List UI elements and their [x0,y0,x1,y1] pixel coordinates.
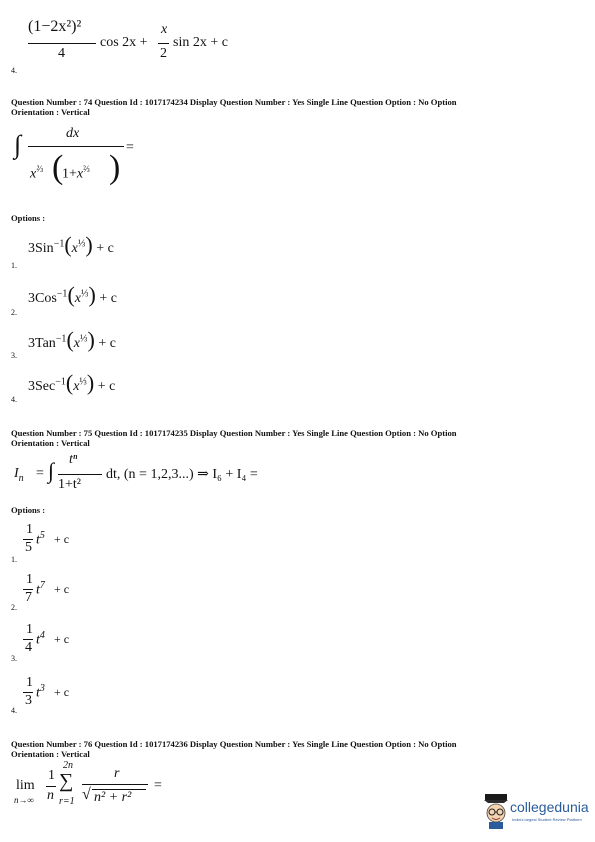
fraction-numerator: 1 [26,572,33,587]
lhs-symbol [14,466,24,484]
option-number: 2. [11,308,17,317]
sigma-bottom: r=1 [59,796,75,807]
question-meta: Question Number : 76 Question Id : 1017174236 Display Question Number : Yes Single Line Question Option : No Option [11,739,457,749]
top-numerator: (1−2x²)² [28,18,82,35]
function-name: Tan [35,336,56,351]
coefficient: 3 [28,241,35,256]
coefficient: 3 [28,379,35,394]
q75-option-4 [22,675,102,709]
question-header-74 [11,97,457,117]
q74-integral [14,126,154,196]
function-name: Cos [35,291,57,306]
orientation-label: Orientation : Vertical [11,107,90,117]
one-plus-x: $1+x^{\frac{2}{3}}$ [62,164,90,182]
open-paren: ( [52,149,64,186]
option-number: 4. [11,706,17,715]
close-paren: ) [109,149,121,186]
integral-sign: ∫ [48,458,55,483]
option-number: 3. [11,654,17,663]
exponent: 5 [39,530,45,541]
r-numerator: r [114,766,120,781]
close-paren: ) [86,370,95,395]
q76-limit-expression [14,760,184,812]
variable-t: $t^3$ [36,683,45,701]
open-paren: ( [67,282,75,307]
fraction-denominator: 1+t² [58,477,81,492]
sigma-top: 2n [63,760,73,771]
constant: + c [99,291,117,306]
option-number: 1. [11,555,17,564]
lhs-letter: I [14,466,19,481]
close-paren: ) [88,282,96,307]
top-frac-num: x [161,22,168,37]
close-paren: ) [85,232,93,257]
constant: + c [54,685,70,699]
fraction-bar [158,43,169,44]
q74-option-2: $3Cos^{-1}(x^{\frac{1}{3}}) + c$ [28,282,117,307]
sqrt-body: n² + r² [94,790,132,805]
orientation-label: Orientation : Vertical [11,749,90,759]
fraction-numerator: tⁿ [69,452,78,467]
fraction-denominator: 3 [25,693,32,708]
question-header-76 [11,739,457,759]
close-paren: ) [87,327,95,352]
top-option-expression [28,18,268,68]
option-number: 1. [11,261,17,270]
n-denominator: n [47,788,54,803]
variable-t: $t^7$ [36,580,45,598]
fraction-denominator: 4 [25,640,32,655]
top-denominator: 4 [58,46,65,61]
q75-option-2 [22,572,102,606]
lhs-subscript: n [18,472,24,484]
sigma-sign: ∑ [59,770,74,792]
logo-tagline: India's largest Student Review Platform [512,817,582,822]
options-label: Options : [11,505,46,515]
question-header-75 [11,428,457,448]
option-number: 4. [11,66,17,75]
exponent: 3 [39,683,45,694]
one: 1 [48,768,55,783]
integrand-numerator: dx [66,126,80,141]
top-term2: sin 2x + c [173,35,228,50]
equals-sign: = [126,140,134,155]
equals-sign: = [154,778,162,793]
top-term1: cos 2x + [100,35,148,50]
expression-rest: dt, (n = 1,2,3...) ⇒ I₆ + I₄ = [106,467,258,482]
question-meta: Question Number : 75 Question Id : 1017174235 Display Question Number : Yes Single Line Question Option : No Option [11,428,457,438]
fraction-bar [46,786,56,787]
q74-option-3: $3Tan^{-1}(x^{\frac{1}{3}}) + c$ [28,327,116,352]
open-paren: ( [64,232,72,257]
constant: + c [98,336,116,351]
fraction-denominator: 5 [25,540,32,555]
q75-option-1 [22,522,102,556]
constant: + c [97,379,116,394]
open-paren: ( [66,327,74,352]
orientation-label: Orientation : Vertical [11,438,90,448]
variable-t: $t^4$ [36,630,45,648]
fraction-numerator: 1 [26,622,33,637]
q74-option-4: $3Sec^{-1}(x^{\frac{1}{3}}) + c$ [28,370,116,395]
option-number: 2. [11,603,17,612]
option-number: 4. [11,395,17,404]
top-frac-den: 2 [160,46,167,61]
fraction-bar [82,784,148,785]
q75-expression [14,452,314,498]
option-number: 3. [11,351,17,360]
exponent: 7 [39,580,45,591]
mascot-icon [482,793,510,829]
q74-option-1: $3Sin^{-1}(x^{\frac{1}{3}}) + c$ [28,232,114,257]
fraction-numerator: 1 [26,675,33,690]
constant: + c [96,241,114,256]
constant: + c [54,632,70,646]
open-paren: ( [65,370,74,395]
x-base: $x^{\frac{2}{3}}$ [30,164,43,182]
question-meta: Question Number : 74 Question Id : 1017174234 Display Question Number : Yes Single Line Question Option : No Option [11,97,457,107]
fraction-numerator: 1 [26,522,33,537]
fraction-bar [28,43,96,44]
function-name: Sec [35,379,56,394]
coefficient: 3 [28,291,35,306]
variable-t: $t^5$ [36,530,45,548]
constant: + c [54,532,70,546]
logo-brand: collegedunia [510,799,589,815]
fraction-denominator: 7 [25,590,32,605]
options-label: Options : [11,213,46,223]
coefficient: 3 [28,336,35,351]
exponent: 4 [39,630,45,641]
collegedunia-logo [482,793,590,829]
function-name: Sin [35,241,54,256]
lim-subscript: n→∞ [14,795,34,805]
q75-option-3 [22,622,102,656]
constant: + c [54,582,70,596]
equals-sign: = [36,466,44,481]
sqrt-sign: √ [82,786,91,803]
lim-text: lim [16,778,35,793]
fraction-bar [58,474,102,475]
integral-sign: ∫ [14,130,22,159]
fraction-bar [28,146,124,147]
